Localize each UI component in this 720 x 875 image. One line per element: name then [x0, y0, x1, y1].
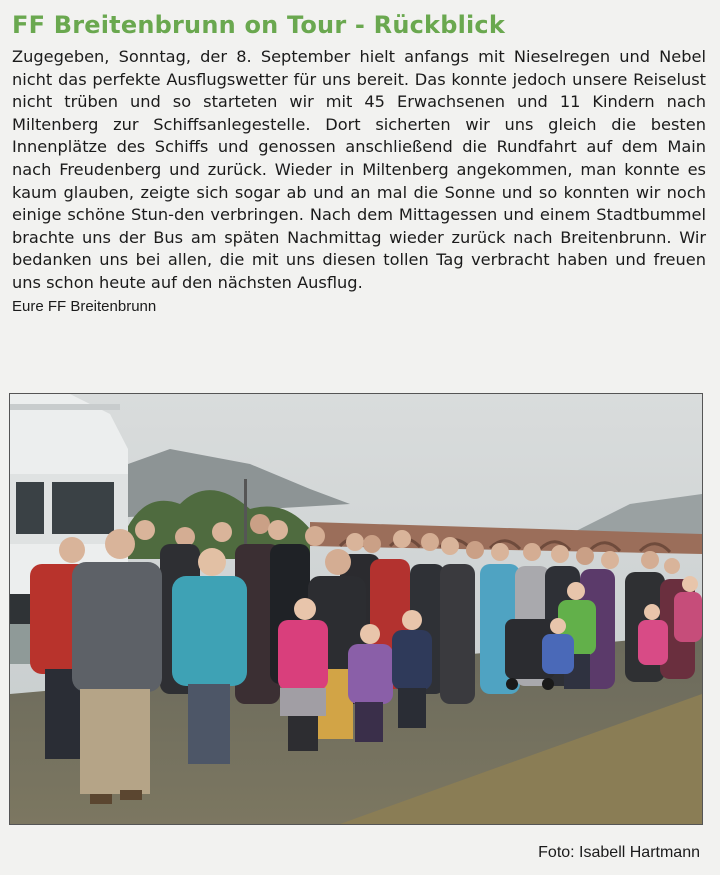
- ship-railing: [10, 404, 120, 410]
- article-headline: FF Breitenbrunn on Tour - Rückblick: [12, 11, 506, 39]
- ship-window: [52, 482, 114, 534]
- lamp-post: [244, 479, 247, 549]
- article-signature: Eure FF Breitenbrunn: [12, 297, 157, 315]
- article-body: Zugegeben, Sonntag, der 8. September hielt anfangs mit Nieselregen und Nebel nicht das perfekte Ausflugswetter für uns bereit. Das konnte jedoch unsere Reiselust nicht trüben und so starteten wir mit 45 Erwachsenen und 11 Kindern nach Miltenberg zur Schiffsanlegestelle. Dort sicherten wir uns gleich die besten Innenplätze des Schiffs und genossen anschließend die Rundfahrt auf dem Main nach Freudenberg und zurück. Wieder in Miltenberg angekommen, man konnte es kaum glauben, zeigte sich sogar ab und an mal die Sonne und so konnten wir noch einige schöne Stun-den verbringen. Nach dem Mittagessen und einem Stadtbummel brachte uns der Bus am späten Nachmittag wieder zurück nach Breitenbrunn. Wir bedanken uns bei allen, die mit uns diesen tollen Tag verbracht haben und freuen uns schon heute auf den nächsten Ausflug.: [12, 47, 706, 292]
- group-photo: [9, 393, 703, 825]
- group-photo-illustration: [10, 394, 702, 824]
- photo-caption: Foto: Isabell Hartmann: [538, 844, 700, 861]
- ship-window: [16, 482, 44, 534]
